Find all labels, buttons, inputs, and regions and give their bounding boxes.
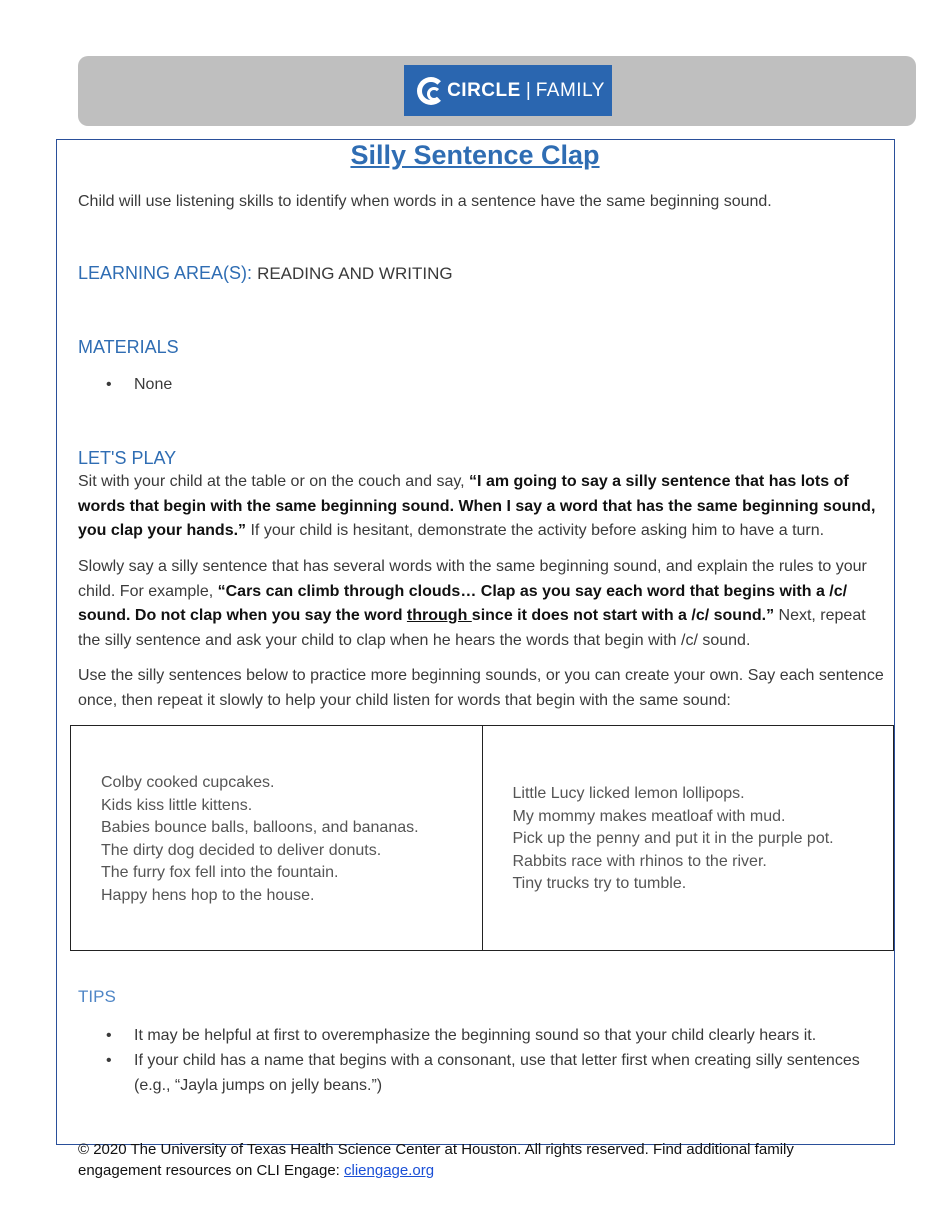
sentences-left-list [71, 726, 482, 907]
materials-item-text: None [134, 376, 173, 393]
sentence-item: My mommy makes meatloaf with mud. [512, 807, 786, 825]
sentence-item: Little Lucy licked lemon lollipops. [512, 785, 745, 802]
learning-area-heading [78, 263, 453, 284]
sentence-item: The furry fox fell into the fountain. [101, 864, 339, 881]
intro-text: Child will use listening skills to identify when words in a sentence have the same beginning sound. [78, 193, 772, 210]
p2-quote-underlined: through [406, 607, 472, 624]
header-bar [78, 56, 916, 126]
learning-area-label: LEARNING AREA(S): [78, 263, 253, 283]
footer-text: © 2020 The University of Texas Health Science Center at Houston. All rights reserved. Find additional family engagement resources on CLI Engage: [78, 1141, 794, 1179]
p2-outro: Next, repeat the silly sentence and ask your child to clap when he hears the words that begin with /c/ sound. [78, 607, 866, 649]
bullet-icon: • [106, 1052, 112, 1069]
p2-quote-end: since it does not start with a /c/ sound.” [471, 607, 775, 624]
lets-play-paragraph-3: Use the silly sentences below to practice more beginning sounds, or you can create your own. Say each sentence once, then repeat it slowly to help your child listen for words that begin with the same sound: [78, 667, 884, 709]
p1-quote: “I am going to say a silly sentence that has lots of words that begin with the same beginning sound. When I say a word that has the same beginning sound, you clap your hands.” [78, 473, 876, 539]
learning-area-value: READING AND WRITING [257, 264, 453, 283]
p1-intro: Sit with your child at the table or on the couch and say, [78, 473, 470, 490]
page-title: Silly Sentence Clap [350, 140, 600, 170]
logo-primary: CIRCLE [447, 79, 521, 101]
sentence-item: Colby cooked cupcakes. [101, 774, 275, 791]
sentence-item: The dirty dog decided to deliver donuts. [101, 841, 382, 859]
sentences-right-list [483, 726, 894, 896]
tips-item-text: If your child has a name that begins with a consonant, use that letter first when creating silly sentences (e.g., “Jayla jumps on jelly beans.”) [134, 1052, 860, 1094]
sentence-item: Tiny trucks try to tumble. [512, 875, 687, 892]
bullet-icon: • [106, 1027, 112, 1044]
p2-quote-start: “Cars can climb through clouds… Clap as you say each word that begins with a /c/ sound. Do not clap when you say the word [78, 582, 848, 624]
materials-heading: MATERIALS [78, 337, 179, 357]
logo-separator: | [525, 79, 531, 101]
lets-play-heading: LET'S PLAY [78, 448, 177, 468]
bullet-icon: • [106, 376, 112, 393]
lets-play-paragraph-1 [78, 470, 888, 544]
p2-intro: Slowly say a silly sentence that has several words with the same beginning sound, and explain the rules to your child. For example, [78, 558, 867, 600]
sentences-table [70, 725, 894, 951]
circle-family-logo [404, 65, 612, 116]
circle-logo-icon [417, 77, 445, 105]
sentence-item: Babies bounce balls, balloons, and bananas. [101, 819, 419, 836]
sentence-item: Rabbits race with rhinos to the river. [512, 852, 767, 870]
footer [78, 1139, 878, 1181]
sentences-right-cell [482, 726, 894, 951]
lets-play-paragraph-2 [78, 555, 888, 653]
cliengage-link[interactable]: cliengage.org [344, 1162, 435, 1179]
sentence-item: Kids kiss little kittens. [101, 796, 253, 814]
sentence-item: Pick up the penny and put it in the purple pot. [512, 830, 834, 847]
tips-heading: TIPS [78, 987, 116, 1006]
tips-item-text: It may be helpful at first to overemphasize the beginning sound so that your child clearly hears it. [134, 1027, 817, 1044]
p1-outro: If your child is hesitant, demonstrate the activity before asking him to have a turn. [246, 522, 825, 539]
sentence-item: Happy hens hop to the house. [101, 886, 315, 904]
sentences-left-cell [71, 726, 483, 951]
logo-secondary: FAMILY [535, 79, 605, 101]
